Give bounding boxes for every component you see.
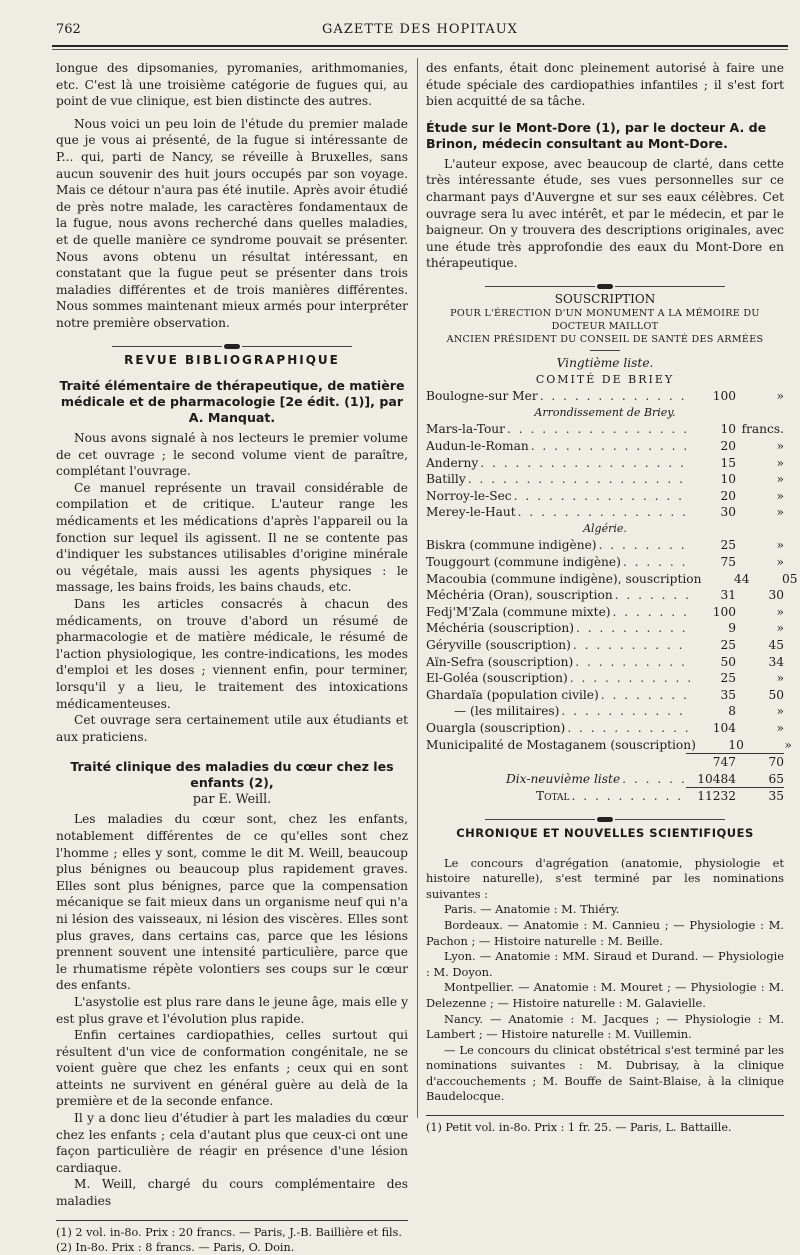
subscription-row: Municipalité de Mostaganem (souscription) 10 » xyxy=(426,737,792,752)
subscription-row: Merey-le-Haut . . . 30 » xyxy=(426,504,784,521)
page-number: 762 xyxy=(56,22,81,37)
footnote: (2) In-8o. Prix : 8 francs. — Paris, O. Doin. xyxy=(56,1240,295,1254)
subscription-row: Anderny . . . 15 » xyxy=(426,455,784,472)
footnotes xyxy=(56,1220,408,1255)
header-rule-thin xyxy=(52,49,788,50)
subscription-row: Touggourt (commune indigène) . . . 75 » xyxy=(426,554,784,571)
article-title-line: Traité clinique des maladies du cœur chez les enfants (2), xyxy=(70,759,394,791)
page-header xyxy=(52,22,788,44)
paragraph: L'auteur expose, avec beaucoup de clarté, dans cette très intéressante étude, ses vues personnelles sur ce charmant pays d'Auvergne et sur ses eaux célèbres. Cet ouvrage sera lu avec intérêt, et par le médecin, et par le baigneur. On y trouvera des descriptions originales, avec une étude très approfondie des eaux du Mont-Dore en thérapeutique. xyxy=(426,156,784,271)
subscription-row: El-Goléa (souscription) . . . 25 » xyxy=(426,670,784,687)
subscription-row: Biskra (commune indigène) . . . 25 » xyxy=(426,537,784,554)
subscription-row: Norroy-le-Sec . . . 20 » xyxy=(426,488,784,505)
right-column xyxy=(426,60,798,1135)
paragraph: Ce manuel représente un travail considérable de compilation et de critique. L'auteur range les médicaments et les médications d'après l'appareil ou la fonction sur lequel ils agissent. Il ne se contente pas d'indiquer les substances utilisables d'origine minérale ou végétale, mais aussi les agents physiques : le massage, les bains froids, les bains chauds, etc. xyxy=(56,480,408,595)
subscription-subtitle: ANCIEN PRÉSIDENT DU CONSEIL DE SANTÉ DES ARMÉES xyxy=(446,333,764,345)
subtotal-row: 747 70 xyxy=(712,755,784,770)
committee-title: COMITÉ DE BRIEY xyxy=(535,372,675,386)
paragraph: Bordeaux. — Anatomie : M. Cannieu ; — Physiologie : M. Pachon ; — Histoire naturelle : M. Beille. xyxy=(426,917,784,948)
ornament-divider xyxy=(426,278,784,286)
subscription-row: — (les militaires) . . . 8 » xyxy=(426,703,784,720)
subscription-row: Mars-la-Tour . . . 10 francs. xyxy=(426,421,784,438)
short-rule xyxy=(590,350,620,351)
subscription-row: Méchéria (Oran), souscription . . . 31 30 xyxy=(426,587,784,604)
paragraph: Cet ouvrage sera certainement utile aux étudiants et aux praticiens. xyxy=(56,713,408,744)
paragraph: Nancy. — Anatomie : M. Jacques ; — Physiologie : M. Lambert ; — Histoire naturelle : M. Vuillemin. xyxy=(426,1011,784,1042)
list-title: Vingtième liste. xyxy=(556,355,654,370)
column-divider xyxy=(417,58,418,1118)
footnote: (1) Petit vol. in-8o. Prix : 1 fr. 25. — Paris, L. Battaille. xyxy=(426,1121,732,1135)
article-title: Étude sur le Mont-Dore (1), par le docteur A. de Brinon, médecin consultant au Mont-Dore. xyxy=(426,119,767,151)
paragraph: Il y a donc lieu d'étudier à part les maladies du cœur chez les enfants ; cela d'autant plus que ceux-ci ont une façon particulière de réagir en présence d'une lésion cardiaque. xyxy=(56,1111,408,1175)
paragraph: Lyon. — Anatomie : MM. Siraud et Durand. — Physiologie : M. Doyon. xyxy=(426,949,784,979)
section-title: CHRONIQUE ET NOUVELLES SCIENTIFIQUES xyxy=(456,825,754,840)
article-title-author: par E. Weill. xyxy=(192,791,272,807)
section-title: REVUE BIBLIOGRAPHIQUE xyxy=(124,352,340,367)
previous-list-row: Dix-neuvième liste . . . 10484 65 xyxy=(426,771,784,788)
ornament-divider xyxy=(56,338,408,346)
paragraph: Le concours d'agrégation (anatomie, physiologie et histoire naturelle), s'est terminé par les nominations suivantes : xyxy=(426,855,784,901)
left-column xyxy=(56,60,408,1255)
paragraph: Nous voici un peu loin de l'étude du premier malade que je vous ai présenté, de la fugue si intéressante de P... qui, parti de Nancy, se réveille à Bruxelles, sans aucun souvenir des huit jours occupés par son voyage. Mais ce détour n'aura pas été inutile. Après avoir étudié de près notre malade, les caractères fondamentaux de la fugue, nous avons recherché dans quelles maladies, et de quelle manière ce syndrome pouvait se présenter. Nous avons obtenu un résultat intéressant, en constatant que la fugue peut se présenter dans trois maladies différentes et de trois manières différentes. Nous sommes maintenant mieux armés pour interpréter notre première observation. xyxy=(56,116,408,330)
paragraph: — Le concours du clinicat obstétrical s'est terminé par les nominations suivantes : M. Dubrisay, à la clinique d'accouchements ; M. Bouffe de Saint-Blaise, à la clinique Baudelocque. xyxy=(426,1042,784,1104)
paragraph: Les maladies du cœur sont, chez les enfants, notablement différentes de ce qu'elles sont chez l'homme ; elles y sont, comme le dit M. Weill, beaucoup plus bénignes ou beaucoup plus rapidement graves. Elles sont plus bénignes, parce que la compensation mécanique se fait mieux dans un organisme neuf qui n'a ni lésion des vaisseaux, ni lésion des viscères. Elles sont plus graves, dans certains cas, parce que les lésions prennent souvent une intensité particulière, parce que le rhumatisme répète volontiers ses coups sur le cœur des enfants. xyxy=(56,812,408,993)
footnote: (1) 2 vol. in-8o. Prix : 20 francs. — Paris, J.-B. Baillière et fils. xyxy=(56,1225,402,1239)
paragraph: L'asystolie est plus rare dans le jeune âge, mais elle y est plus grave et l'évolution plus rapide. xyxy=(56,994,408,1026)
paragraph: longue des dipsomanies, pyromanies, arithmomanies, etc. C'est là une troisième catégorie de fugues qui, au point de vue clinique, est bien distincte des autres. xyxy=(56,61,408,109)
ornament-divider xyxy=(426,811,784,819)
subsection-title: Algérie. xyxy=(583,521,627,535)
subscription-row: Fedj'M'Zala (commune mixte) . . . 100 » xyxy=(426,604,784,621)
footnotes xyxy=(426,1115,784,1135)
paragraph: Nous avons signalé à nos lecteurs le premier volume de cet ouvrage ; le second volume vient de paraître, complétant l'ouvrage. xyxy=(56,431,408,479)
paragraph: Paris. — Anatomie : M. Thiéry. xyxy=(444,902,620,917)
article-title: Traité élémentaire de thérapeutique, de matière médicale et de pharmacologie [2e édit. (1)], par A. Manquat. xyxy=(59,378,405,426)
running-title: GAZETTE DES HOPITAUX xyxy=(322,22,518,37)
header-rule xyxy=(52,45,788,47)
subscription-row: Boulogne-sur Mer . . . 100 » xyxy=(426,388,784,405)
subscription-row: Méchéria (souscription) . . . 9 » xyxy=(426,620,784,637)
paragraph: Montpellier. — Anatomie : M. Mouret ; — Physiologie : M. Delezenne ; — Histoire naturelle : M. Galavielle. xyxy=(426,980,784,1010)
total-row: Total . . . 11232 35 xyxy=(426,788,784,805)
subsection-title: Arrondissement de Briey. xyxy=(534,405,676,419)
subscription-subtitle: POUR L'ÉRECTION D'UN MONUMENT A LA MÉMOIRE DU DOCTEUR MAILLOT xyxy=(450,307,760,332)
paragraph: Enfin certaines cardiopathies, celles surtout qui résultent d'un vice de conformation congénitale, ne se voient guère que chez les enfants ; ceux qui en sont atteints ne survivent en général guère au delà de la première et de la seconde enfance. xyxy=(56,1028,408,1109)
subscription-title: SOUSCRIPTION xyxy=(554,291,656,306)
subscription-row: Audun-le-Roman . . . 20 » xyxy=(426,438,784,455)
subscription-row: Ouargla (souscription) . . . 104 » xyxy=(426,720,784,737)
paragraph: des enfants, était donc pleinement autorisé à faire une étude spéciale des cardiopathies infantiles ; il s'est fort bien acquitté de sa tâche. xyxy=(426,61,784,109)
subscription-row: Géryville (souscription) . . . 25 45 xyxy=(426,637,784,654)
paragraph: Dans les articles consacrés à chacun des médicaments, on trouve d'abord un résumé de pharmacologie et de matière médicale, le résumé de l'action physiologique, les contre-indications, les modes d'emploi et les doses ; viennent enfin, pour terminer, lorsqu'il y a lieu, le traitement des intoxications médicamenteuses. xyxy=(56,597,408,711)
subscription-row: Aïn-Sefra (souscription) . . . 50 34 xyxy=(426,654,784,671)
subscription-row: Macoubia (commune indigène), souscription 44 05 xyxy=(426,571,798,586)
paragraph: M. Weill, chargé du cours complémentaire des maladies xyxy=(56,1177,408,1209)
article-title xyxy=(56,759,408,807)
subscription-row: Ghardaïa (population civile) . . . 35 50 xyxy=(426,687,784,704)
subscription-row: Batilly . . . 10 » xyxy=(426,471,784,488)
